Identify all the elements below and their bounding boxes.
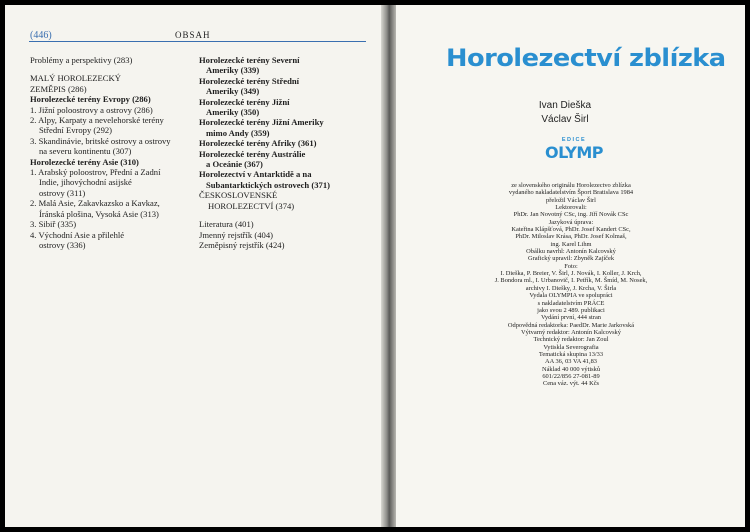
toc-column-1	[30, 55, 200, 250]
toc-entry: 1. Jižní poloostrovy a ostrovy (286)	[30, 104, 153, 115]
header-rule	[29, 41, 366, 42]
imprint-line: ing. Karel Lihm	[550, 240, 592, 248]
toc-entry: Zeměpisný rejstřík (424)	[199, 239, 285, 250]
imprint-line: Náklad 40 000 výtisků	[541, 365, 601, 373]
toc-column-2	[199, 55, 374, 250]
toc-entry: MALÝ HOROLEZECKÝ	[30, 73, 121, 84]
imprint-line: AA 36, 03 VA 41,83	[545, 358, 597, 366]
imprint-line: Kateřina Klápšťová, PhDr. Josef Kandert CSc,	[511, 226, 631, 234]
imprint-line: s nakladatelstvím PRÁCE	[537, 299, 605, 307]
toc-entry: 4. Východní Asie a přilehlé	[30, 229, 125, 240]
toc-entry: 3. Skandinávie, britské ostrovy a ostrovy	[30, 135, 171, 146]
toc-entry: 1. Arabský poloostrov, Přední a Zadní	[30, 167, 161, 178]
imprint-line: J. Bondora ml., I. Urbanovič, I. Petřík, M. Šmíd, M. Nosek,	[494, 277, 648, 285]
imprint-line: Vydání první, 444 stran	[541, 314, 601, 322]
author-name: Ivan Dieška	[538, 100, 592, 111]
imprint-line: jako svou 2 489. publikaci	[537, 306, 605, 314]
imprint-line: Grafický upravil: Zbyněk Zajíček	[527, 255, 615, 263]
toc-entry: Horolezectví v Antarktidě a na	[199, 169, 312, 180]
publisher-logo	[541, 137, 607, 167]
author-name: Václav Širl	[541, 114, 589, 125]
imprint-line: Foto:	[564, 262, 578, 270]
page-number: (446)	[30, 30, 52, 41]
toc-entry: Ameriky (349)	[206, 86, 260, 97]
toc-entry: Horolezecké terény Jižní Ameriky	[199, 117, 324, 128]
imprint-line: Jazyková úprava:	[548, 218, 594, 226]
toc-entry: Problémy a perspektivy (283)	[30, 55, 133, 65]
toc-entry: HOROLEZECTVÍ (374)	[208, 200, 295, 211]
logo-olymp-text: OLYMP	[544, 143, 604, 162]
toc-entry: 3. Sibiř (335)	[30, 219, 77, 230]
toc-entry: Horolezecké terény Asie (310)	[30, 156, 139, 167]
imprint-line: PhDr. Jan Novotný CSc, ing. Jiří Novák CSc	[513, 211, 629, 219]
toc-entry: ostrovy (311)	[39, 187, 86, 198]
toc-entry: 2. Malá Asie, Zakavkazsko a Kavkaz,	[30, 198, 160, 209]
running-head: OBSAH	[175, 30, 211, 40]
imprint-block	[491, 182, 651, 388]
toc-entry: Horolezecké terény Střední	[199, 75, 300, 86]
imprint-line: Vytiskla Severografia	[543, 343, 599, 351]
toc-entry: a Oceánie (367)	[206, 159, 263, 170]
toc-entry: Horolezecké terény Severní	[199, 55, 300, 65]
toc-entry: Jmenný rejstřík (404)	[199, 229, 273, 240]
imprint-line: ze slovenského originálu Horolezectvo zblízka	[511, 182, 631, 189]
toc-entry: ostrovy (336)	[39, 239, 86, 250]
toc-entry: ZEMĚPIS (286)	[30, 83, 87, 94]
toc-entry: Horolezecké terény Jižní	[199, 96, 290, 107]
imprint-line: Odpovědná redaktorka: PaedDr. Marie Jarkovská	[507, 321, 635, 329]
toc-entry: 2. Alpy, Karpaty a nevelehorské terény	[30, 115, 164, 126]
toc-entry: Íránská plošina, Vysoká Asie (313)	[39, 208, 159, 219]
toc-entry: ČESKOSLOVENSKÉ	[199, 190, 278, 201]
imprint-line: Tematická skupina 13/33	[538, 350, 604, 358]
imprint-line: Technický redaktor: Jan Zoul	[533, 336, 609, 344]
toc-entry: Ameriky (339)	[206, 65, 260, 76]
toc-entry: Indie, jihovýchodní asijské	[39, 177, 132, 188]
toc-entry: mimo Andy (359)	[206, 127, 270, 138]
imprint-line: 601/22/856 27-081-89	[542, 372, 600, 380]
imprint-line: Lektorovali:	[555, 204, 587, 212]
toc-entry: Střední Evropy (292)	[39, 125, 113, 136]
toc-entry: Horolezecké terény Evropy (286)	[30, 94, 151, 105]
imprint-line: Vydala OLYMPIA ve spolupráci	[529, 292, 613, 300]
toc-entry: Horolezecké terény Austrálie	[199, 148, 306, 159]
imprint-line: PhDr. Miloslav Krása, PhDr. Josef Kolmaš,	[515, 233, 627, 241]
toc-entry: Horolezecké terény Afriky (361)	[199, 138, 317, 149]
imprint-line: přeložil Václav Širl	[546, 196, 596, 204]
imprint-line: Cena váz. výt. 44 Kčs	[542, 380, 600, 388]
imprint-line: vydaného nakladatelstvím Šport Bratislava 1984	[508, 189, 634, 197]
imprint-line: Výtvarný redaktor: Antonín Kalcovský	[521, 328, 621, 336]
book-title: Horolezectví zblízka	[446, 44, 726, 72]
imprint-line: Obálku navrhl: Antonín Kalcovský	[526, 248, 616, 256]
toc-entry: Literatura (401)	[199, 219, 254, 230]
imprint-line: archivy I. Diešky, J. Krcha, V. Širla	[525, 284, 617, 292]
book-gutter	[381, 5, 396, 527]
toc-entry: Ameriky (350)	[206, 107, 260, 118]
imprint-line: I. Dieška, P. Breier, V. Širl, J. Novák, I. Koller, J. Krch,	[500, 270, 642, 278]
toc-entry: na severu kontinentu (307)	[39, 146, 132, 157]
logo-edice-text: EDICE	[561, 137, 587, 143]
toc-entry: Subantarktických ostrovech (371)	[206, 179, 330, 190]
